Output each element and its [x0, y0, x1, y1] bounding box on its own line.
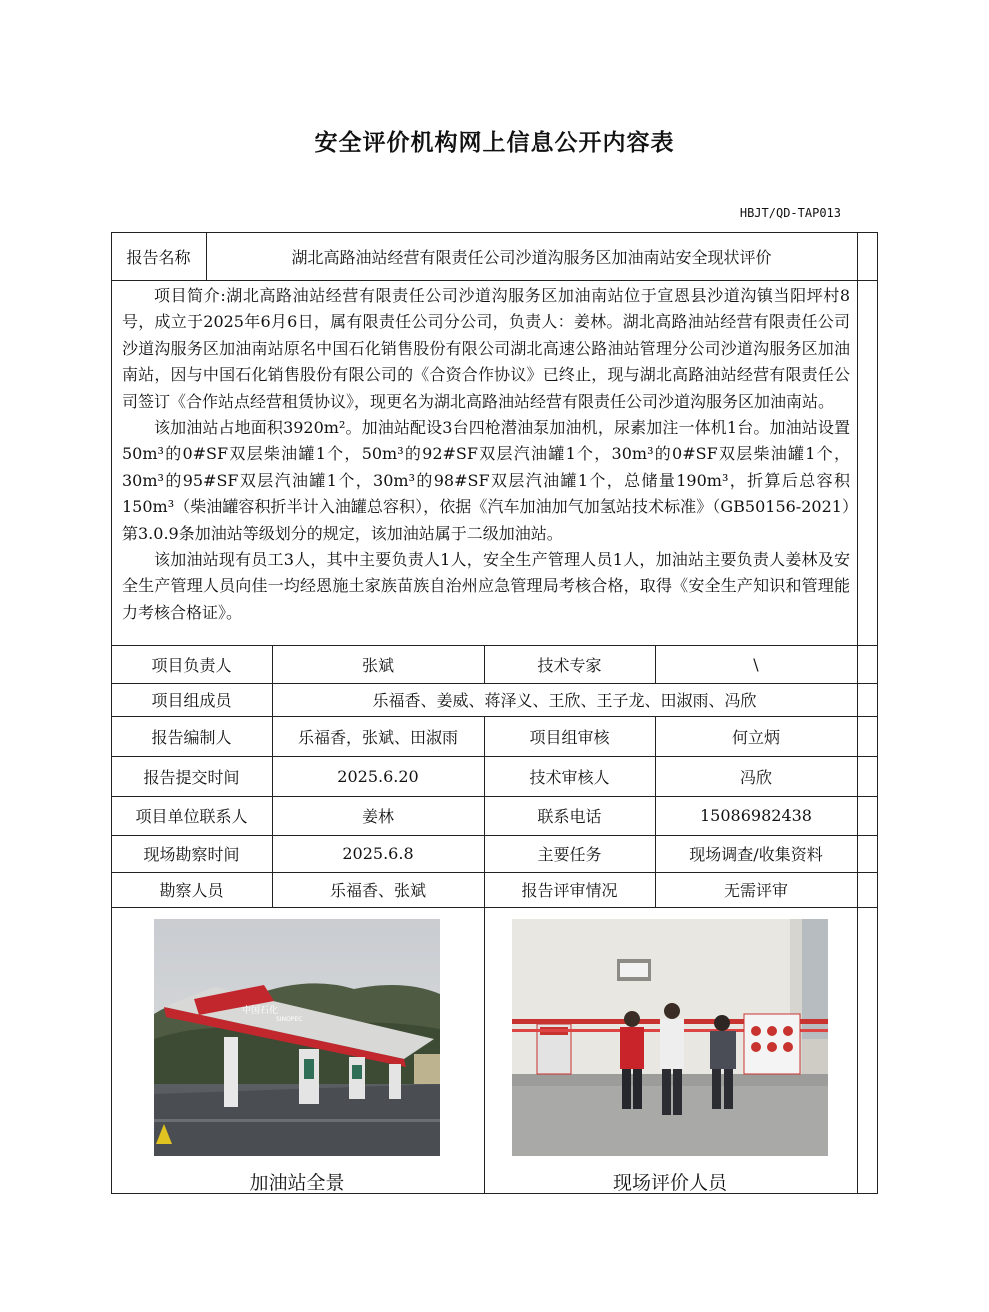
tech-expert-label: 技术专家: [537, 655, 602, 675]
report-name-value: 湖北高路油站经营有限责任公司沙道沟服务区加油南站安全现状评价: [291, 247, 772, 267]
main-task-value: 现场调查/收集资料: [689, 845, 823, 864]
team-review-label: 项目组审核: [529, 727, 610, 747]
project-leader-label: 项目负责人: [151, 655, 232, 675]
contact-person-value: 姜林: [361, 807, 394, 826]
surveyors-label: 勘察人员: [159, 881, 224, 900]
canopy-brand-text: 中国石化: [242, 1006, 279, 1016]
surveyors-value: 乐福香、张斌: [329, 881, 426, 900]
submit-time-label: 报告提交时间: [143, 767, 240, 787]
contact-person-label: 项目单位联系人: [135, 807, 248, 826]
photo-caption-staff: 现场评价人员: [612, 1172, 727, 1194]
report-author-value: 乐福香，张斌、田淑雨: [297, 727, 458, 747]
tech-reviewer-value: 冯欣: [739, 767, 772, 787]
tech-reviewer-label: 技术审核人: [529, 767, 610, 787]
submit-time-value: 2025.6.20: [337, 766, 419, 786]
review-status-label: 报告评审情况: [521, 881, 618, 900]
table-divider: [484, 907, 485, 1194]
report-author-label: 报告编制人: [151, 727, 232, 747]
project-leader-value: 张斌: [361, 655, 394, 675]
gas-station-photo: [154, 919, 440, 1156]
intro-paragraph: 该加油站现有员工3人，其中主要负责人1人，安全生产管理人员1人，加油站主要负责人姜林及安全生产管理人员向佳一均经恩施土家族苗族自治州应急管理局考核合格，取得《安全生产知识和管理能力考核合格证》。: [122, 550, 850, 622]
canopy-sub-text: SINOPEC: [276, 1016, 303, 1023]
team-members-label: 项目组成员: [151, 691, 232, 710]
photo-caption-station: 加油站全景: [249, 1172, 345, 1194]
table-divider: [111, 280, 878, 281]
team-review-value: 何立炳: [731, 727, 780, 747]
tech-expert-value: \: [753, 654, 759, 674]
page-title: 安全评价机构网上信息公开内容表: [314, 130, 675, 156]
project-intro: [122, 283, 850, 626]
intro-paragraph: 该加油站占地面积3920m²。加油站配设3台四枪潜油泵加油机，尿素加注一体机1台。加油站设置50m³的0#SF双层柴油罐1个，50m³的92#SF双层汽油罐1个，30m³的0#SF双层柴油罐1个，30m³的95#SF双层汽油罐1个，30m³的98#SF双层汽油罐1个，总储量190m³，折算后总容积 150m³（柴油罐容积折半计入油罐总容积），依据《汽车加油加气加氢站技术标准》（GB50156-2021）第3.0.9条加油站等级划分的规定，该加油站属于二级加油站。: [122, 418, 850, 543]
evaluation-staff-photo: [512, 919, 828, 1156]
phone-label: 联系电话: [537, 807, 602, 826]
review-status-value: 无需评审: [723, 881, 788, 900]
report-name-label: 报告名称: [126, 247, 191, 267]
table-divider: [111, 907, 878, 908]
document-code: HBJT/QD-TAP013: [739, 206, 841, 220]
main-task-label: 主要任务: [537, 845, 602, 864]
table-divider: [857, 232, 858, 1194]
intro-paragraph: 项目简介:湖北高路油站经营有限责任公司沙道沟服务区加油南站位于宣恩县沙道沟镇当阳坪村8号，成立于2025年6月6日，属有限责任公司分公司，负责人：姜林。湖北高路油站经营有限责任公司沙道沟服务区加油南站原名中国石化销售股份有限公司湖北高速公路油站管理分公司沙道沟服务区加油南站，因与中国石化销售股份有限公司的《合资合作协议》已终止，现与湖北高路油站经营有限责任公司签订《合作站点经营租赁协议》，现更名为湖北高路油站经营有限责任公司沙道沟服务区加油南站。: [122, 286, 850, 411]
team-members-value: 乐福香、姜威、蒋泽义、王欣、王子龙、田淑雨、冯欣: [372, 691, 757, 710]
phone-value: 15086982438: [700, 806, 812, 825]
survey-time-value: 2025.6.8: [342, 844, 414, 863]
survey-time-label: 现场勘察时间: [143, 845, 240, 864]
